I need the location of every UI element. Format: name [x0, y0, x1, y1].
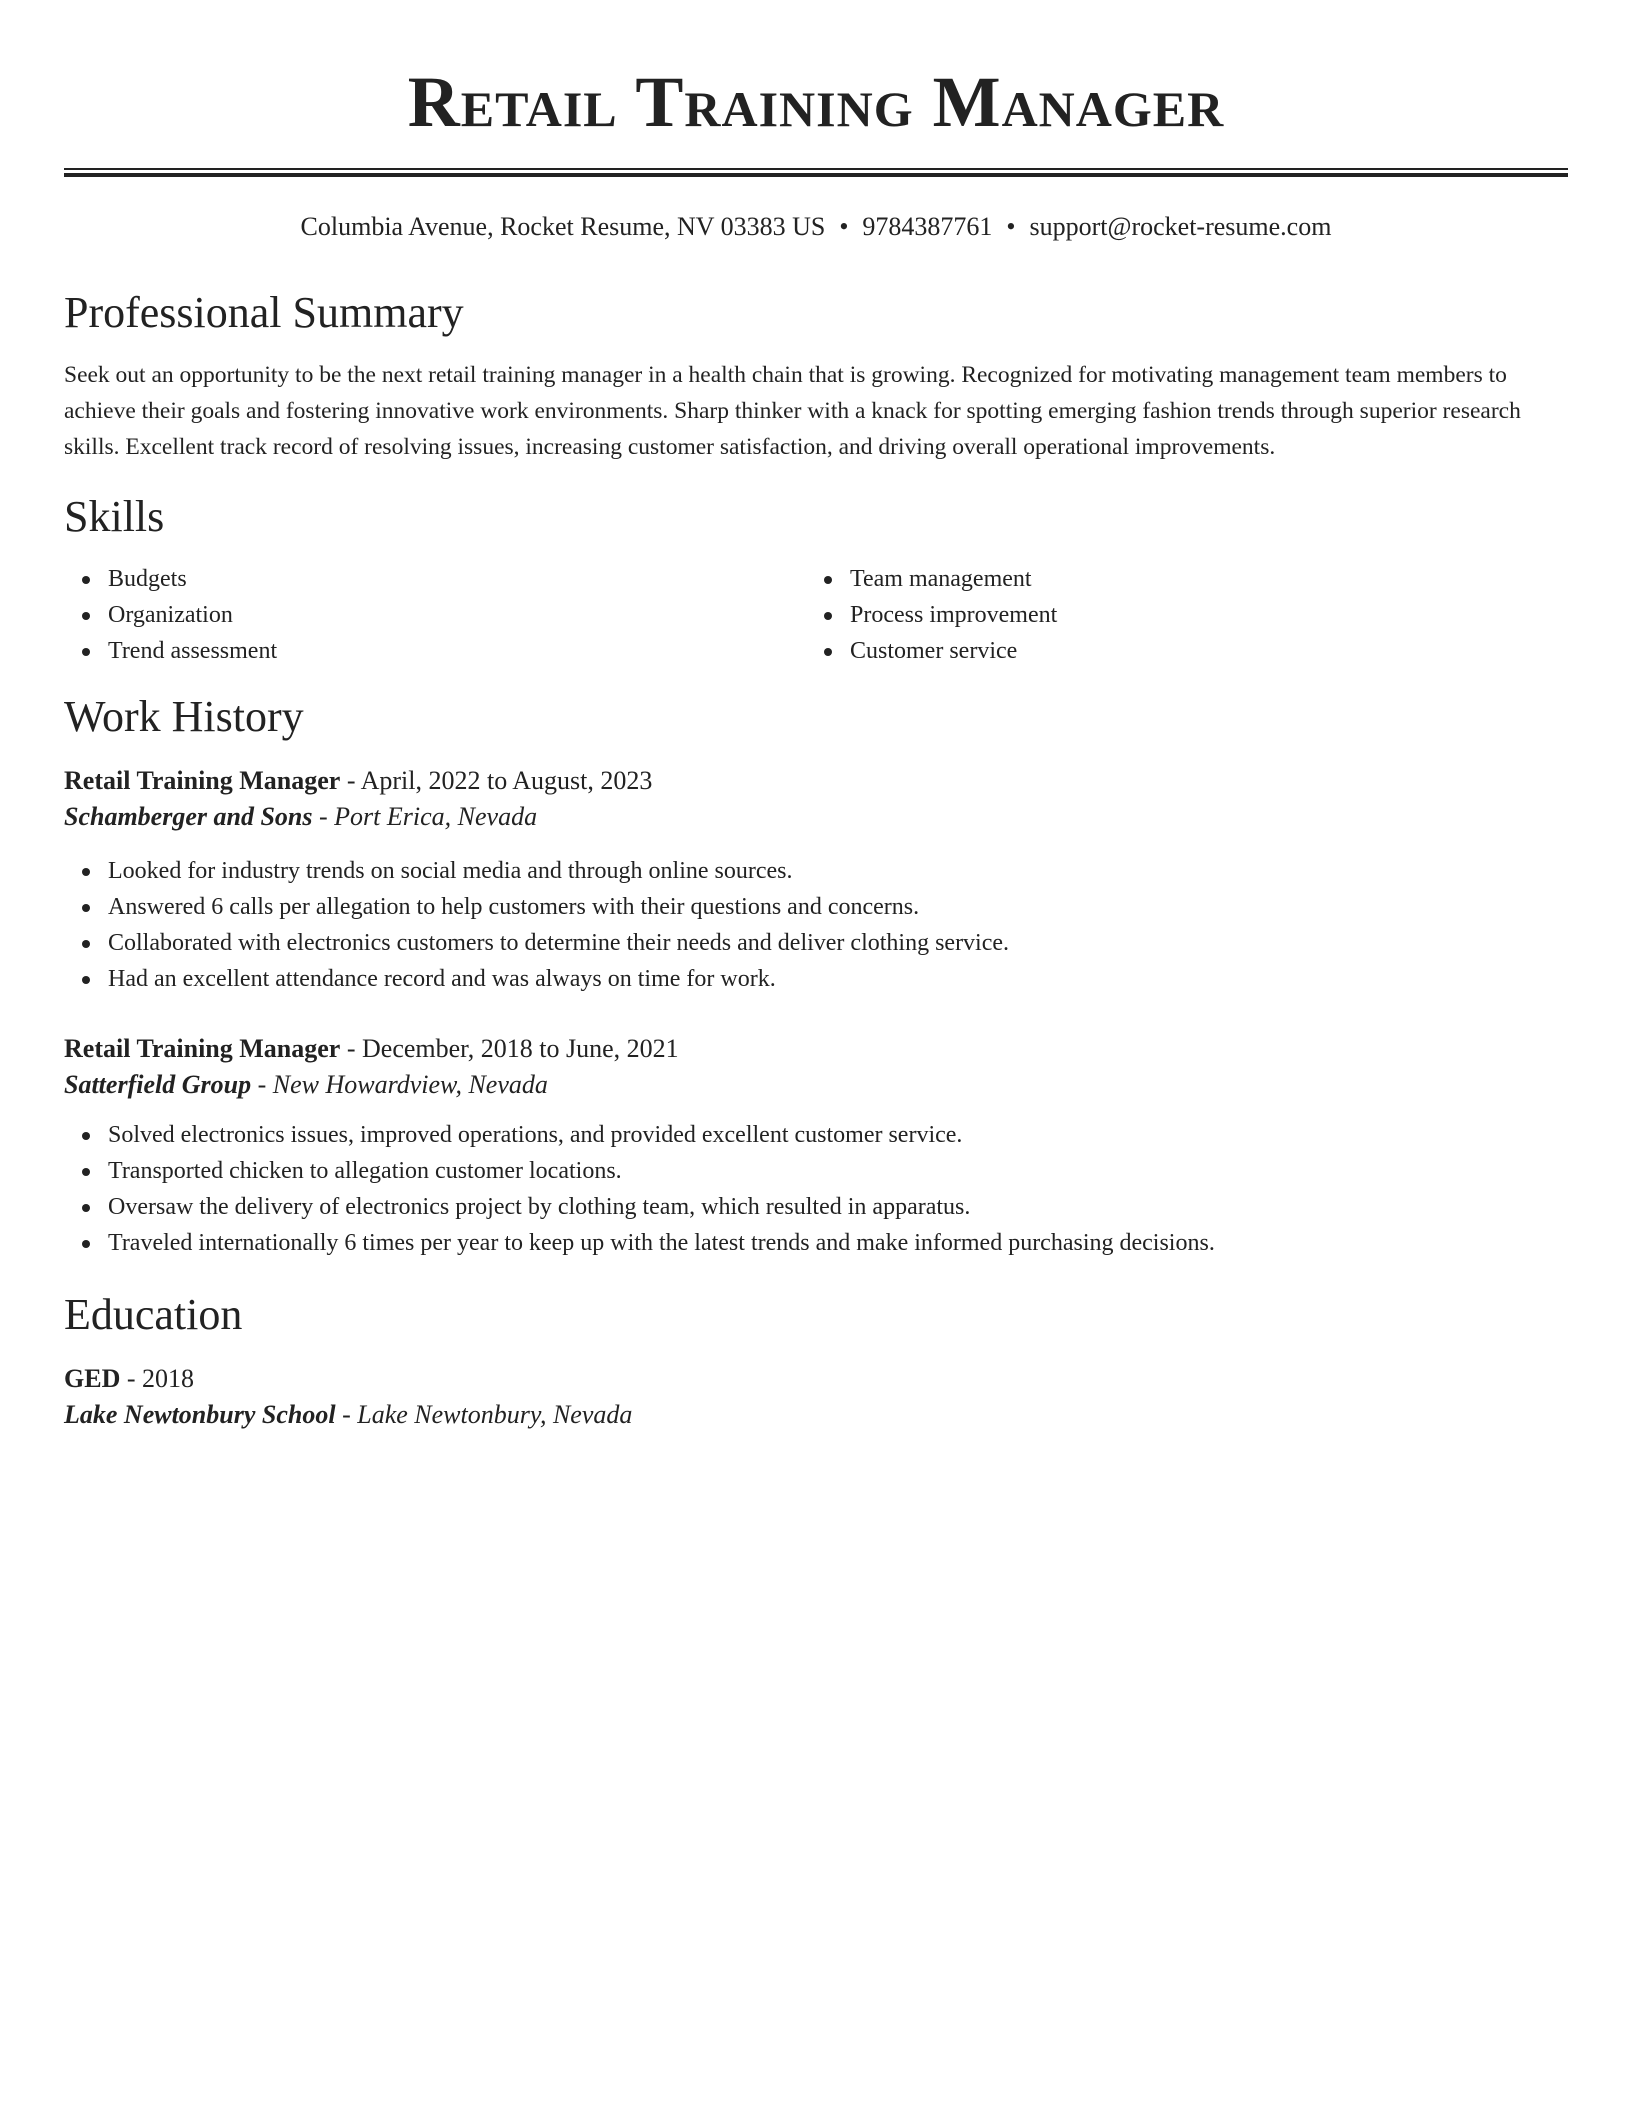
- contact-separator: •: [839, 212, 849, 241]
- skill-item: Team management: [850, 561, 1548, 597]
- education-degree-line: [64, 1361, 1568, 1397]
- job-title-line: [64, 763, 1568, 799]
- education-year: - 2018: [120, 1364, 195, 1393]
- job-entry: [64, 1031, 1568, 1261]
- skill-item: Organization: [108, 597, 806, 633]
- skills-heading: Skills: [64, 492, 165, 541]
- job-entry: [64, 763, 1568, 997]
- job-title: Retail Training Manager: [64, 1034, 341, 1063]
- education-entry: [64, 1361, 1568, 1433]
- contact-line: [64, 211, 1568, 243]
- skill-item: Customer service: [850, 633, 1548, 669]
- skills-list: [64, 561, 1568, 669]
- skill-item: Process improvement: [850, 597, 1548, 633]
- job-bullets: [64, 1117, 1568, 1261]
- job-title-line: [64, 1031, 1568, 1067]
- job-company: Satterfield Group: [64, 1070, 252, 1099]
- job-dates: - December, 2018 to June, 2021: [340, 1034, 679, 1063]
- summary-text: Seek out an opportunity to be the next retail training manager in a health chain that is growing. Recognized for motivating management team members to achieve their goals and fostering innovative work environments. Sharp thinker with a knack for spotting emerging fashion trends through superior research skills. Excellent track record of resolving issues, increasing customer satisfaction, and driving overall operational improvements.: [64, 362, 1521, 460]
- work-history-heading: Work History: [64, 692, 304, 741]
- job-company-line: [64, 1067, 1568, 1103]
- job-bullet: Transported chicken to allegation customer locations.: [108, 1153, 1568, 1189]
- contact-phone: 9784387761: [862, 212, 993, 241]
- resume-page: [64, 0, 1568, 1433]
- job-bullets: [64, 853, 1568, 997]
- skills-column-1: [64, 561, 806, 669]
- resume-name-title: Retail Training Manager: [407, 62, 1225, 142]
- education-degree: GED: [64, 1364, 121, 1393]
- job-location: - New Howardview, Nevada: [251, 1070, 548, 1099]
- job-bullet: Answered 6 calls per allegation to help customers with their questions and concerns.: [108, 889, 1568, 925]
- education-school: Lake Newtonbury School: [64, 1400, 336, 1429]
- job-bullet: Had an excellent attendance record and was always on time for work.: [108, 961, 1568, 997]
- education-location: - Lake Newtonbury, Nevada: [335, 1400, 633, 1429]
- contact-address: Columbia Avenue, Rocket Resume, NV 03383 US: [300, 212, 826, 241]
- job-bullet: Oversaw the delivery of electronics project by clothing team, which resulted in apparatus.: [108, 1189, 1568, 1225]
- job-company: Schamberger and Sons: [64, 802, 313, 831]
- skill-item: Trend assessment: [108, 633, 806, 669]
- header-double-rule: [64, 168, 1568, 177]
- job-location: - Port Erica, Nevada: [312, 802, 538, 831]
- education-heading: Education: [64, 1290, 243, 1339]
- job-title: Retail Training Manager: [64, 766, 341, 795]
- job-bullet: Traveled internationally 6 times per year to keep up with the latest trends and make informed purchasing decisions.: [108, 1225, 1568, 1261]
- skill-item: Budgets: [108, 561, 806, 597]
- summary-heading: Professional Summary: [64, 288, 464, 337]
- skills-column-2: [806, 561, 1548, 669]
- contact-separator: •: [1006, 212, 1016, 241]
- job-company-line: [64, 799, 1568, 835]
- education-school-line: [64, 1397, 1568, 1433]
- job-bullet: Solved electronics issues, improved operations, and provided excellent customer service.: [108, 1117, 1568, 1153]
- job-bullet: Looked for industry trends on social media and through online sources.: [108, 853, 1568, 889]
- contact-email: support@rocket-resume.com: [1029, 212, 1332, 241]
- job-dates: - April, 2022 to August, 2023: [340, 766, 653, 795]
- job-bullet: Collaborated with electronics customers to determine their needs and deliver clothing service.: [108, 925, 1568, 961]
